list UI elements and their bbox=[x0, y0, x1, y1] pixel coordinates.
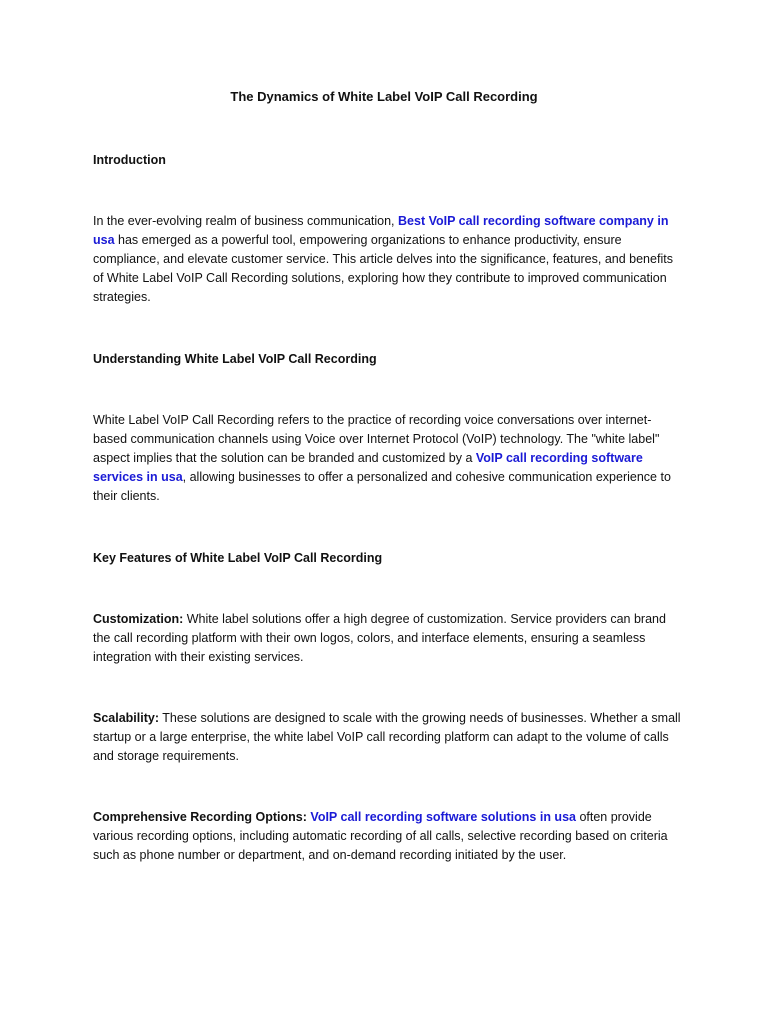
paragraph-text: , allowing businesses to offer a personalized and cohesive communication experience to their clients. bbox=[93, 470, 671, 503]
paragraph-customization bbox=[93, 610, 683, 667]
paragraph-recording-options bbox=[93, 808, 683, 865]
paragraph-text: These solutions are designed to scale with the growing needs of businesses. Whether a small startup or a large enterprise, the white label VoIP call recording platform can adapt to the volume of calls and storage requirements. bbox=[93, 711, 681, 763]
paragraph-text: In the ever-evolving realm of business communication, bbox=[93, 214, 399, 228]
link-best-voip-company[interactable]: Best VoIP call recording software company in usa bbox=[93, 214, 669, 247]
lead-customization: Customization: bbox=[93, 612, 184, 626]
paragraph-text: has emerged as a powerful tool, empowering organizations to enhance productivity, ensure compliance, and elevate customer service. This article delves into the significance, features, and benefits of White Label VoIP Call Recording solutions, exploring how they contribute to improved communication strategies. bbox=[93, 233, 673, 304]
paragraph-text: White label solutions offer a high degree of customization. Service providers can brand the call recording platform with their own logos, colors, and interface elements, ensuring a seamless integration with their existing services. bbox=[93, 612, 666, 664]
paragraph-scalability bbox=[93, 709, 683, 766]
link-voip-solutions[interactable]: VoIP call recording software solutions in usa bbox=[310, 810, 576, 824]
heading-introduction: Introduction bbox=[93, 153, 166, 167]
paragraph-text: often provide various recording options, including automatic recording of all calls, selective recording based on criteria such as phone number or department, and on-demand recording initiated by the user. bbox=[93, 810, 668, 862]
paragraph-understanding bbox=[93, 411, 683, 506]
lead-scalability: Scalability: bbox=[93, 711, 159, 725]
link-voip-services[interactable]: VoIP call recording software services in usa bbox=[93, 451, 643, 484]
document-title: The Dynamics of White Label VoIP Call Recording bbox=[230, 89, 538, 104]
heading-understanding: Understanding White Label VoIP Call Recording bbox=[93, 352, 377, 366]
lead-recording-options: Comprehensive Recording Options: bbox=[93, 810, 307, 824]
paragraph-introduction bbox=[93, 212, 683, 307]
heading-key-features: Key Features of White Label VoIP Call Recording bbox=[93, 551, 383, 565]
paragraph-text: White Label VoIP Call Recording refers to the practice of recording voice conversations over internet-based communication channels using Voice over Internet Protocol (VoIP) technology. The "white label" aspect implies that the solution can be branded and customized by a bbox=[93, 413, 660, 465]
